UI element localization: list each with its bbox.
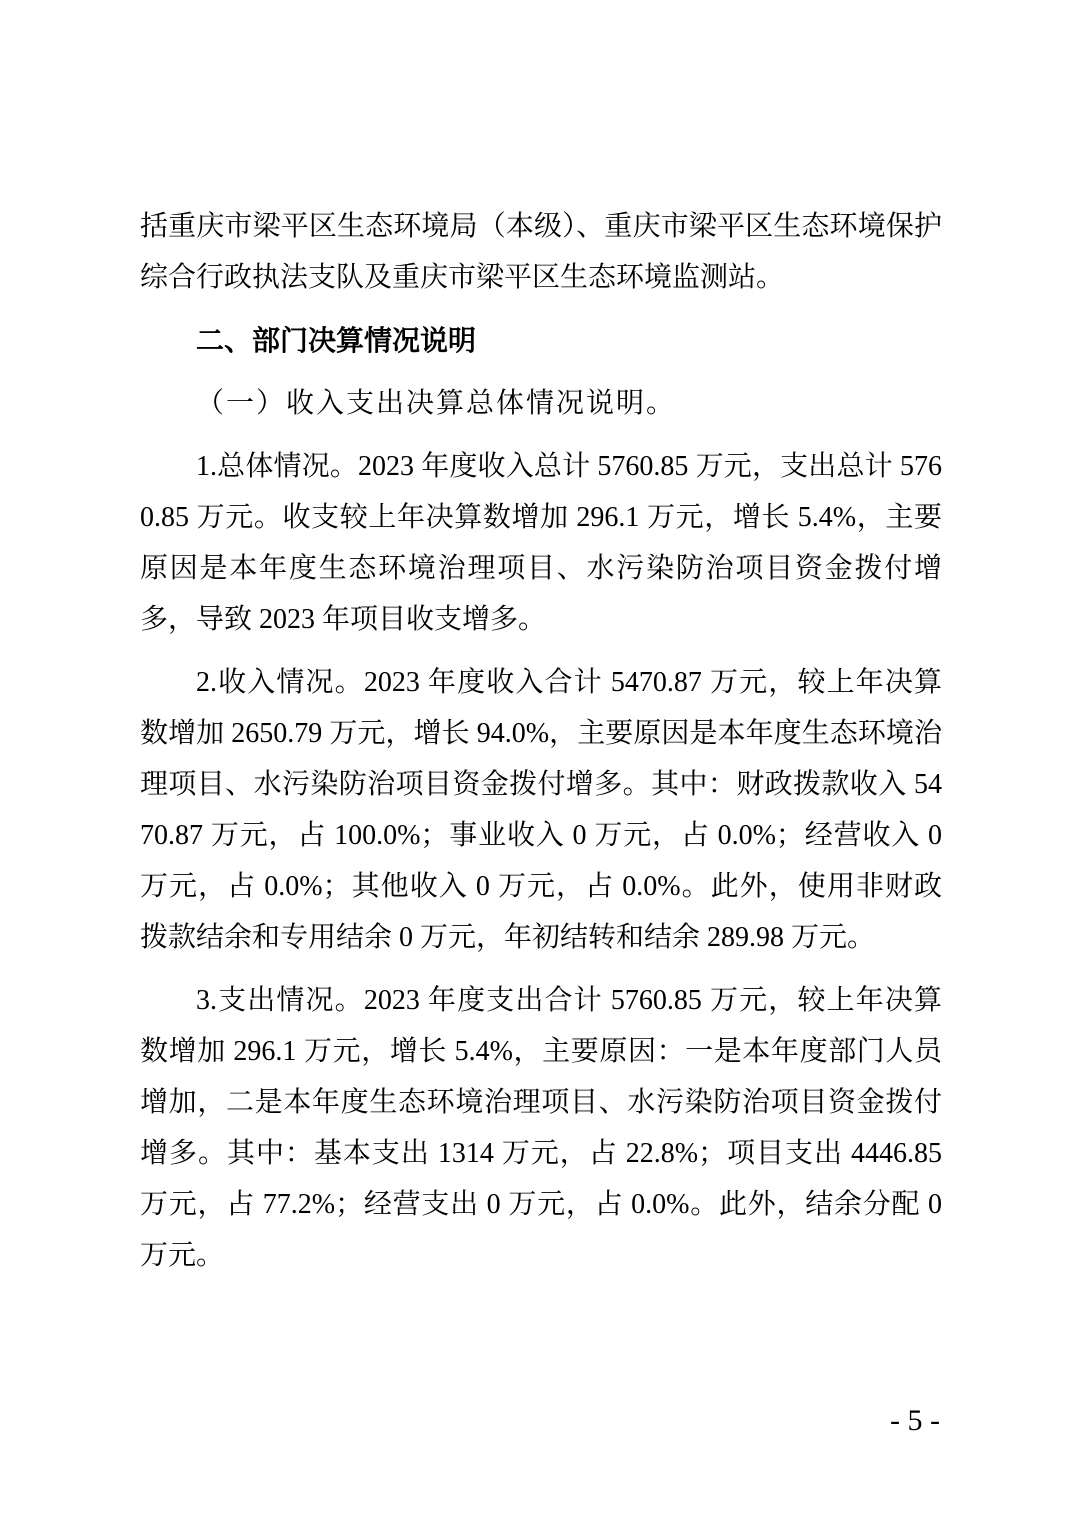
subsection-heading: （一）收入支出决算总体情况说明。 xyxy=(196,388,677,419)
page-content xyxy=(140,201,942,1281)
paragraph-expenditure-situation: 3.支出情况。2023 年度支出合计 5760.85 万元，较上年决算数增加 296.1 万元，增长 5.4%，主要原因：一是本年度部门人员增加，二是本年度生态环境治理项目、水污染防治项目资金拨付增多。其中：基本支出 1314 万元，占 22.8%；项目支出 4446.85 万元，占 77.2%；经营支出 0 万元，占 0.0%。此外，结余分配 0 万元。 xyxy=(140,985,942,1271)
intro-paragraph-continuation: 括重庆市梁平区生态环境局（本级）、重庆市梁平区生态环境保护综合行政执法支队及重庆市梁平区生态环境监测站。 xyxy=(140,211,942,293)
paragraph-overall-situation: 1.总体情况。2023 年度收入总计 5760.85 万元，支出总计 5760.85 万元。收支较上年决算数增加 296.1 万元，增长 5.4%，主要原因是本年度生态环境治理项目、水污染防治项目资金拨付增多，导致 2023 年项目收支增多。 xyxy=(140,451,942,635)
section-heading: 二、部门决算情况说明 xyxy=(196,325,477,356)
page-number: - 5 - xyxy=(890,1404,940,1437)
paragraph-revenue-situation: 2.收入情况。2023 年度收入合计 5470.87 万元，较上年决算数增加 2650.79 万元，增长 94.0%，主要原因是本年度生态环境治理项目、水污染防治项目资金拨付增多。其中：财政拨款收入 5470.87 万元，占 100.0%；事业收入 0 万元，占 0.0%；经营收入 0 万元，占 0.0%；其他收入 0 万元，占 0.0%。此外，使用非财政拨款结余和专用结余 0 万元，年初结转和结余 289.98 万元。 xyxy=(140,667,942,953)
